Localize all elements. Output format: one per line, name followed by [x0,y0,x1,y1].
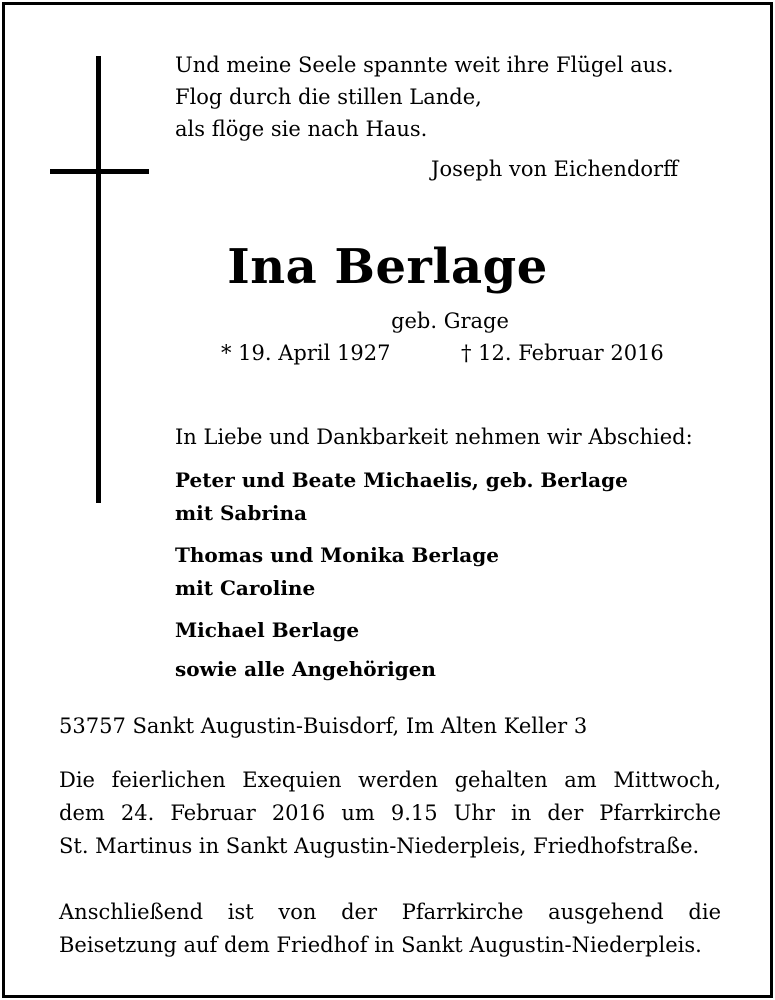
service-paragraph [59,764,721,863]
service-line: St. Martinus in Sankt Augustin-Niederpleis, Friedhofstraße. [59,834,700,858]
obituary-notice [2,2,773,998]
death-date: † 12. Februar 2016 [461,341,664,365]
burial-line: Anschließend ist von der Pfarrkirche ausgehend die [59,900,721,924]
poem-line: Flog durch die stillen Lande, [175,85,482,109]
poem-quote [175,49,674,145]
mourner-line: mit Caroline [175,576,316,600]
poem-line: Und meine Seele spannte weit ihre Flügel aus. [175,53,674,77]
birth-date: * 19. April 1927 [221,341,391,365]
mourner-line: Peter und Beate Michaelis, geb. Berlage [175,468,628,492]
mourner-group [175,653,436,686]
family-address: 53757 Sankt Augustin-Buisdorf, Im Alten Keller 3 [59,714,588,738]
mourner-group [175,614,359,647]
mourner-line: mit Sabrina [175,501,307,525]
cross-horizontal-bar [50,169,149,174]
deceased-name: Ina Berlage [227,239,548,295]
poem-author: Joseph von Eichendorff [431,157,678,181]
service-line: Die feierlichen Exequien werden gehalten am Mittwoch, [59,768,721,792]
maiden-name: geb. Grage [391,309,509,333]
mourner-line: Thomas und Monika Berlage [175,543,499,567]
mourner-group [175,539,499,605]
burial-line: Beisetzung auf dem Friedhof in Sankt Augustin-Niederpleis. [59,933,702,957]
mourner-line: Michael Berlage [175,618,360,642]
mourner-line: sowie alle Angehörigen [175,657,436,681]
poem-line: als flöge sie nach Haus. [175,117,428,141]
service-line: dem 24. Februar 2016 um 9.15 Uhr in der Pfarrkirche [59,801,721,825]
farewell-intro: In Liebe und Dankbarkeit nehmen wir Abschied: [175,425,693,449]
mourner-group [175,464,628,530]
burial-paragraph [59,896,721,962]
